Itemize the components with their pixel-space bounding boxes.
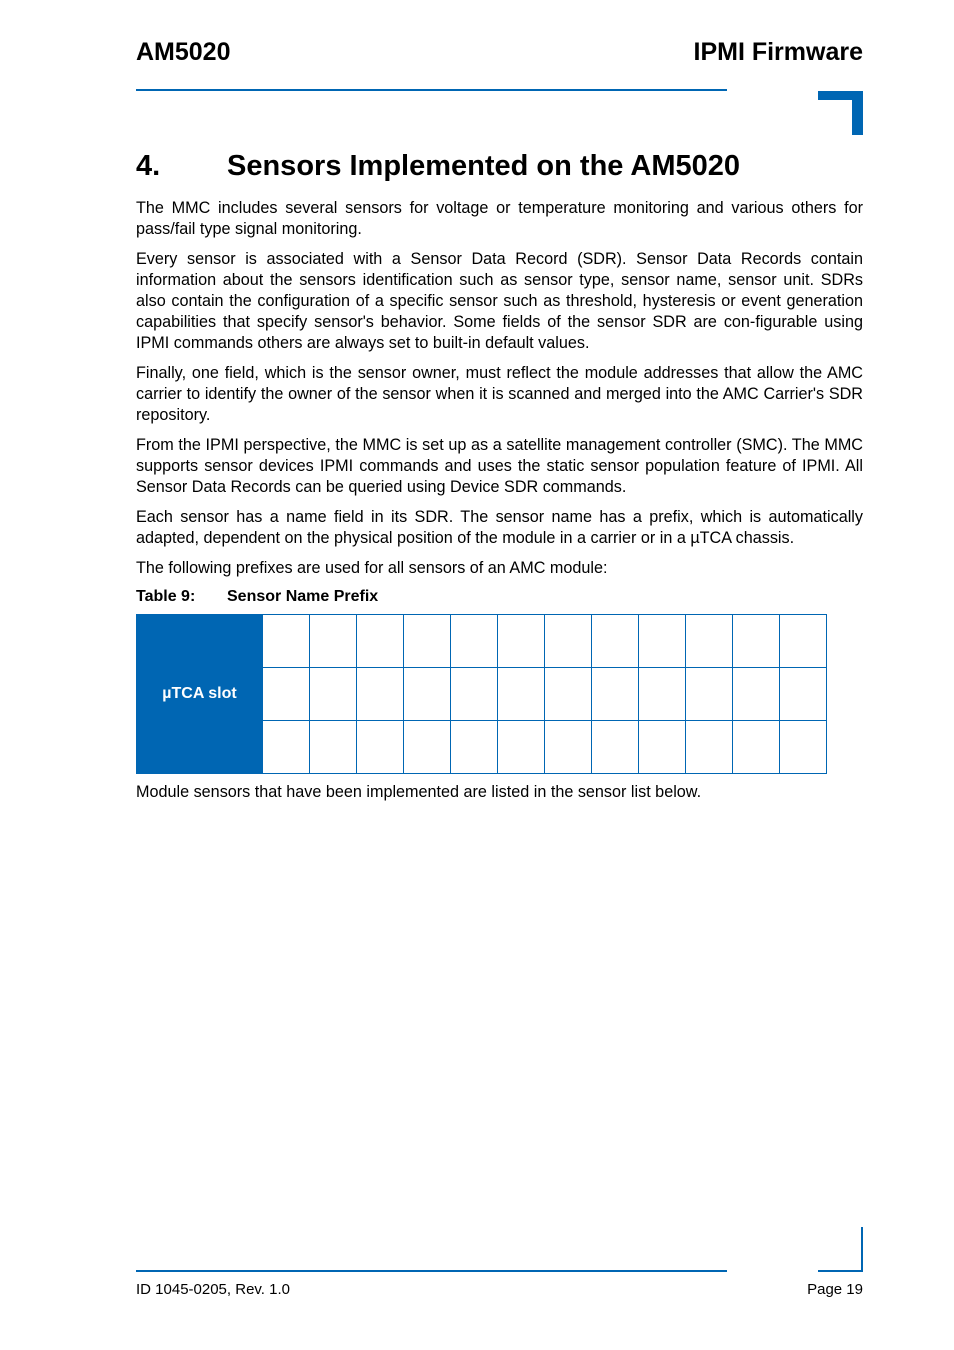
table-cell (780, 668, 827, 721)
table-cell (592, 615, 639, 668)
sensor-prefix-table (136, 614, 827, 774)
table-cell (498, 615, 545, 668)
table-caption (136, 588, 863, 606)
table-cell (780, 615, 827, 668)
table-cell (357, 721, 404, 774)
table-cell (545, 615, 592, 668)
table-cell (733, 721, 780, 774)
table-row-header (137, 721, 263, 774)
table-cell (310, 668, 357, 721)
table-cell (310, 721, 357, 774)
paragraph-3: Finally, one field, which is the sensor owner, must reflect the module addresses that allow the AMC carrier to identify the owner of the sensor when it is scanned and merged into the AMC Carrier's SDR repository. (136, 364, 863, 424)
header-section: IPMI Firmware (693, 38, 863, 66)
table-cell (545, 668, 592, 721)
corner-mark-bottom-horizontal (818, 1270, 863, 1272)
table-cell (733, 615, 780, 668)
table-cell (592, 721, 639, 774)
table-cell (404, 668, 451, 721)
table-caption-label: Table 9: (136, 588, 196, 605)
footer-page-number: Page 19 (807, 1281, 863, 1298)
body-content (136, 198, 863, 812)
paragraph-5: Each sensor has a name field in its SDR. The sensor name has a prefix, which is automatically adapted, dependent on the physical position of the module in a carrier or in a µTCA chassis. (136, 508, 863, 547)
paragraph-6: The following prefixes are used for all sensors of an AMC module: (136, 559, 608, 577)
paragraph-1: The MMC includes several sensors for voltage or temperature monitoring and various others for pass/fail type signal monitoring. (136, 199, 863, 238)
table-cell (404, 615, 451, 668)
table-cell (357, 615, 404, 668)
footer-rule (136, 1270, 727, 1272)
header-rule (136, 89, 727, 91)
table-cell (733, 668, 780, 721)
table-row (137, 721, 827, 774)
table-cell (545, 721, 592, 774)
chapter-title: Sensors Implemented on the AM5020 (227, 150, 741, 182)
table-row (137, 668, 827, 721)
table-cell (498, 668, 545, 721)
table-cell (310, 615, 357, 668)
table-cell (780, 721, 827, 774)
table-cell (592, 668, 639, 721)
table-cell (451, 721, 498, 774)
table-cell (639, 721, 686, 774)
header-product: AM5020 (136, 38, 231, 66)
table-cell (639, 668, 686, 721)
table-cell (357, 668, 404, 721)
table-cell (263, 615, 310, 668)
after-table-text: Module sensors that have been implemented are listed in the sensor list below. (136, 783, 702, 801)
table-row-header (137, 615, 263, 668)
table-cell (686, 668, 733, 721)
paragraph-4: From the IPMI perspective, the MMC is set up as a satellite management controller (SMC). The MMC supports sensor devices IPMI commands and uses the static sensor population feature of IPMI. All Sensor Data Records can be queried using Device SDR commands. (136, 436, 863, 496)
table-caption-title: Sensor Name Prefix (227, 588, 379, 605)
table-row-header: µTCA slot (137, 668, 263, 721)
table-cell (639, 615, 686, 668)
table-row (137, 615, 827, 668)
footer-doc-id: ID 1045-0205, Rev. 1.0 (136, 1281, 290, 1298)
table-cell (451, 668, 498, 721)
table-cell (451, 615, 498, 668)
corner-mark-top-vertical (852, 91, 863, 135)
chapter-number: 4. (136, 150, 161, 182)
table-cell (498, 721, 545, 774)
table-cell (263, 668, 310, 721)
table-cell (263, 721, 310, 774)
chapter-heading (136, 150, 740, 183)
table-cell (686, 615, 733, 668)
paragraph-2: Every sensor is associated with a Sensor Data Record (SDR). Sensor Data Records contain information about the sensors identification such as sensor type, sensor name, sensor unit. SDRs also contain the configuration of a specific sensor such as threshold, hysteresis or event generation capabilities that specify sensor's behavior. Some fields of the sensor SDR are con-figurable using IPMI commands others are always set to built-in default values. (136, 250, 863, 352)
table-cell (404, 721, 451, 774)
table-cell (686, 721, 733, 774)
corner-mark-bottom (861, 1227, 863, 1272)
